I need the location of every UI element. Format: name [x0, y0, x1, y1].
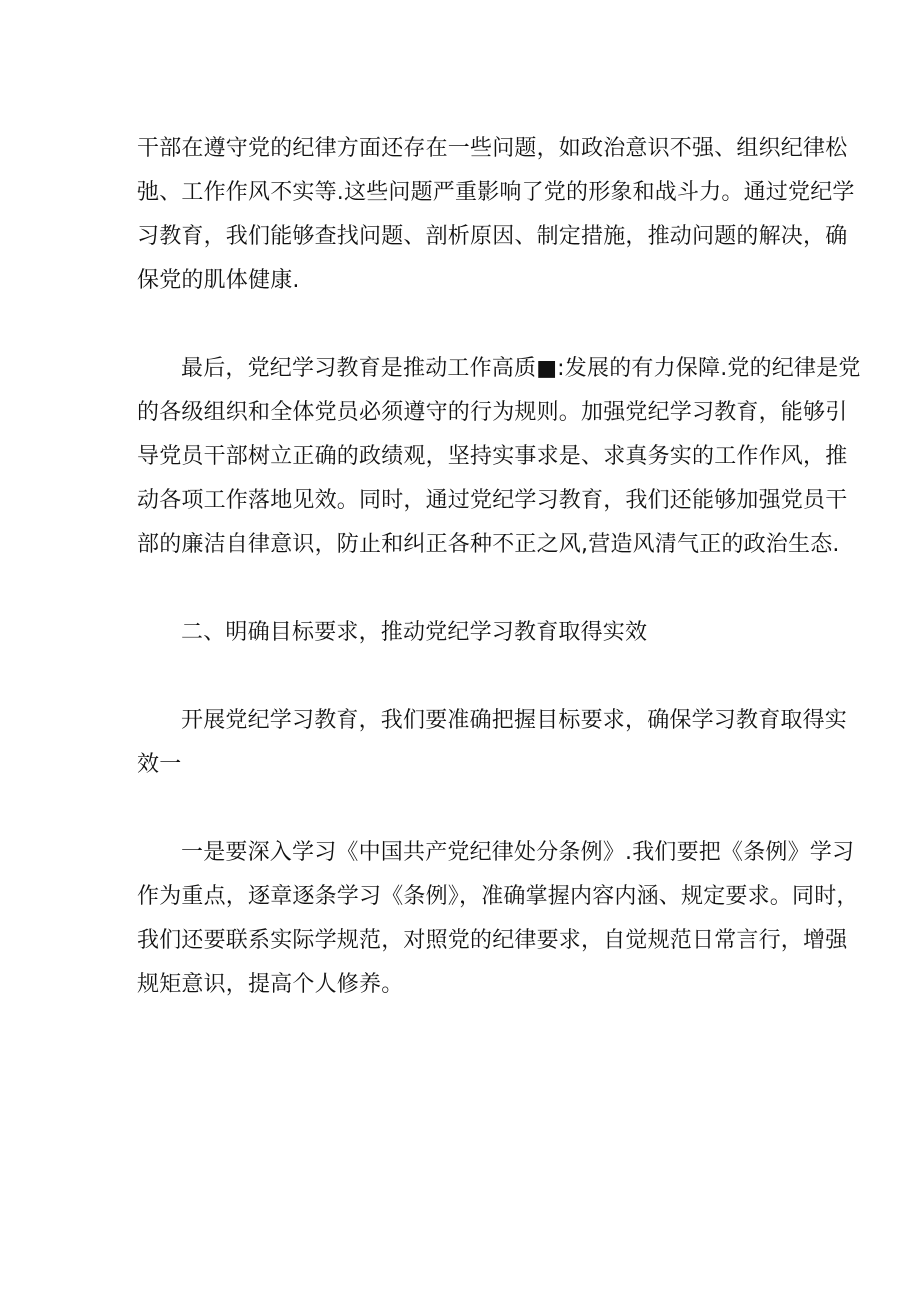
paragraph-line: 一是要深入学习《中国共产党纪律处分条例》.我们要把《条例》学习: [181, 840, 855, 865]
paragraph-line: 动各项工作落地见效。同时，通过党纪学习教育，我们还能够加强党员干: [137, 488, 848, 513]
paragraph-line: 作为重点，逐章逐条学习《条例》，准确掌握内容内涵、规定要求。同时，: [137, 884, 859, 909]
paragraph-line: 习教育，我们能够查找问题、剖析原因、制定措施，推动问题的解决，确: [137, 224, 848, 249]
paragraph-study-regulations: [137, 831, 859, 1007]
paragraph-spacer: [137, 567, 783, 611]
paragraph-spacer: [137, 787, 783, 831]
paragraph-line: 导党员干部树立正确的政绩观，坚持实事求是、求真务实的工作作风，推: [137, 444, 848, 469]
paragraph-line: 规矩意识，提高个人修养。: [137, 972, 404, 997]
paragraph-line: 弛、工作作风不实等.这些问题严重影响了党的形象和战斗力。通过党纪学: [137, 180, 855, 205]
paragraph-line: 最后，党纪学习教育是推动工作高质■:发展的有力保障.党的纪律是党: [181, 356, 861, 381]
paragraph-line: 的各级组织和全体党员必须遵守的行为规则。加强党纪学习教育，能够引: [137, 400, 848, 425]
paragraph-line: 我们还要联系实际学规范，对照党的纪律要求，自觉规范日常言行，增强: [137, 928, 848, 953]
paragraph-line: 效一: [137, 752, 182, 777]
paragraph-line: 部的廉洁自律意识，防止和纠正各种不正之风,营造风清气正的政治生态.: [137, 532, 840, 557]
paragraph-spacer: [137, 655, 783, 699]
paragraph-discipline-problems: [137, 127, 855, 303]
paragraph-goals-requirements: [137, 699, 848, 787]
paragraph-line: 保党的肌体健康.: [137, 268, 300, 293]
section-heading-two: 二、明确目标要求，推动党纪学习教育取得实效: [181, 620, 648, 645]
paragraph-line: 开展党纪学习教育，我们要准确把握目标要求，确保学习教育取得实: [181, 708, 848, 733]
paragraph-line: 干部在遵守党的纪律方面还存在一些问题，如政治意识不强、组织纪律松: [137, 136, 848, 161]
document-page: [137, 127, 861, 1007]
paragraph-spacer: [137, 303, 783, 347]
paragraph-finally-guarantee: [137, 347, 861, 567]
